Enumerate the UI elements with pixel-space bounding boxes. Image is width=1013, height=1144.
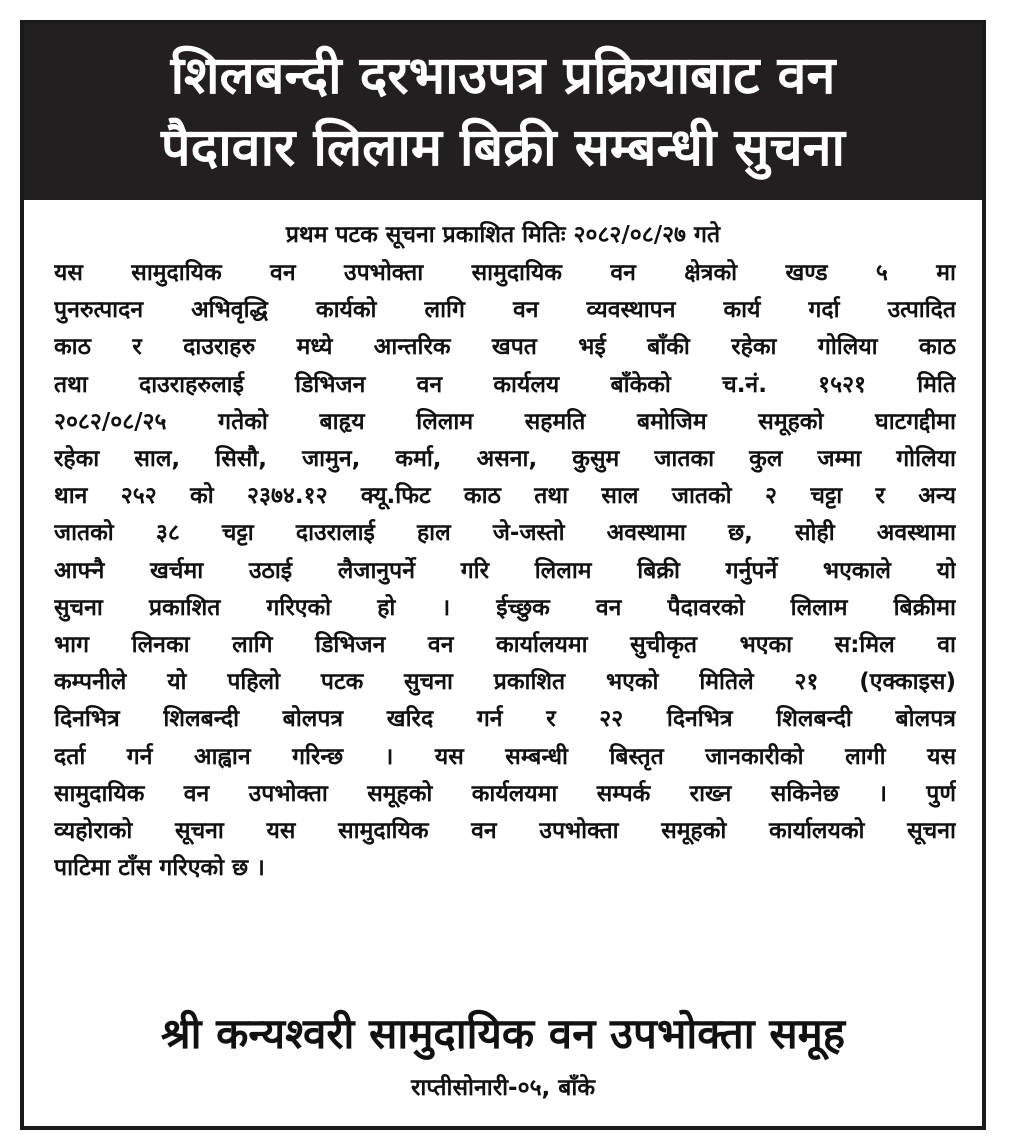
notice-header [24, 24, 982, 200]
notice-body-line: तथा दाउराहरुलाई डिभिजन वन कार्यलय बाँकेको च.नं. १५२१ मिति [54, 371, 956, 398]
notice-body-line: व्यहोराको सूचना यस सामुदायिक वन उपभोक्ता समूहको कार्यालयको सूचना [54, 818, 956, 845]
notice-body-line: जातको ३८ चट्टा दाउरालाई हाल जे-जस्तो अवस्थामा छ, सोही अवस्थामा [54, 520, 956, 547]
publication-date: प्रथम पटक सूचना प्रकाशित मितिः २०८२/०८/२७ गते [285, 222, 721, 248]
notice-body-line: आफ्नै खर्चमा उठाई लैजानुपर्ने गरि लिलाम बिक्री गर्नुपर्ने भएकाले यो [54, 557, 956, 584]
notice-title-line-1: शिलबन्दी दरभाउपत्र प्रक्रियाबाट वन [170, 46, 836, 106]
notice-body-line: रहेका साल, सिसौ, जामुन, कर्मा, असना, कुसुम जातका कुल जम्मा गोलिया [54, 446, 956, 473]
notice-body-line: भाग लिनका लागि डिभिजन वन कार्यालयमा सुचीकृत भएका स:मिल वा [54, 632, 956, 659]
notice-body [54, 255, 956, 887]
notice-body-line: दर्ता गर्न आह्वान गरिन्छ । यस सम्बन्धी बिस्तृत जानकारीको लागी यस [54, 743, 956, 770]
notice-body-line: पाटिमा टाँस गरिएको छ । [54, 855, 265, 882]
notice-body-line: यस सामुदायिक वन उपभोक्ता सामुदायिक वन क्षेत्रको खण्ड ५ मा [54, 260, 956, 286]
notice-body-line: सामुदायिक वन उपभोक्ता समूहको कार्यलयमा सम्पर्क राख्न सकिनेछ । पुर्ण [54, 780, 956, 807]
organization-address: राप्तीसोनारी-०५, बाँके [410, 1075, 596, 1101]
notice-body-line: २०८२/०८/२५ गतेको बाहृय लिलाम सहमति बमोजिम समूहको घाटगद्दीमा [54, 408, 956, 435]
signature-organization: श्री कन्यश्वरी सामुदायिक वन उपभोक्ता समूह [160, 1009, 846, 1058]
notice-body-line: दिनभित्र शिलबन्दी बोलपत्र खरिद गर्न र २२ दिनभित्र शिलबन्दी बोलपत्र [54, 706, 956, 733]
notice-body-line: थान २५२ को २३७४.१२ क्यू.फिट काठ तथा साल जातको २ चट्टा र अन्य [54, 483, 956, 510]
notice-frame [20, 20, 986, 1130]
notice-body-line: पुनरुत्पादन अभिवृद्धि कार्यको लागि वन व्यवस्थापन कार्य गर्दा उत्पादित [54, 297, 956, 324]
notice-title-line-2: पैदावार लिलाम बिक्री सम्बन्धी सुचना [161, 118, 845, 178]
notice-body-line: सुचना प्रकाशित गरिएको हो । ईच्छुक वन पैदावरको लिलाम बिक्रीमा [54, 594, 956, 621]
notice-body-line: कम्पनीले यो पहिलो पटक सुचना प्रकाशित भएको मितिले २१ (एक्काइस) [54, 669, 956, 696]
notice-body-line: काठ र दाउराहरु मध्ये आन्तरिक खपत भई बाँकी रहेका गोलिया काठ [54, 334, 956, 361]
